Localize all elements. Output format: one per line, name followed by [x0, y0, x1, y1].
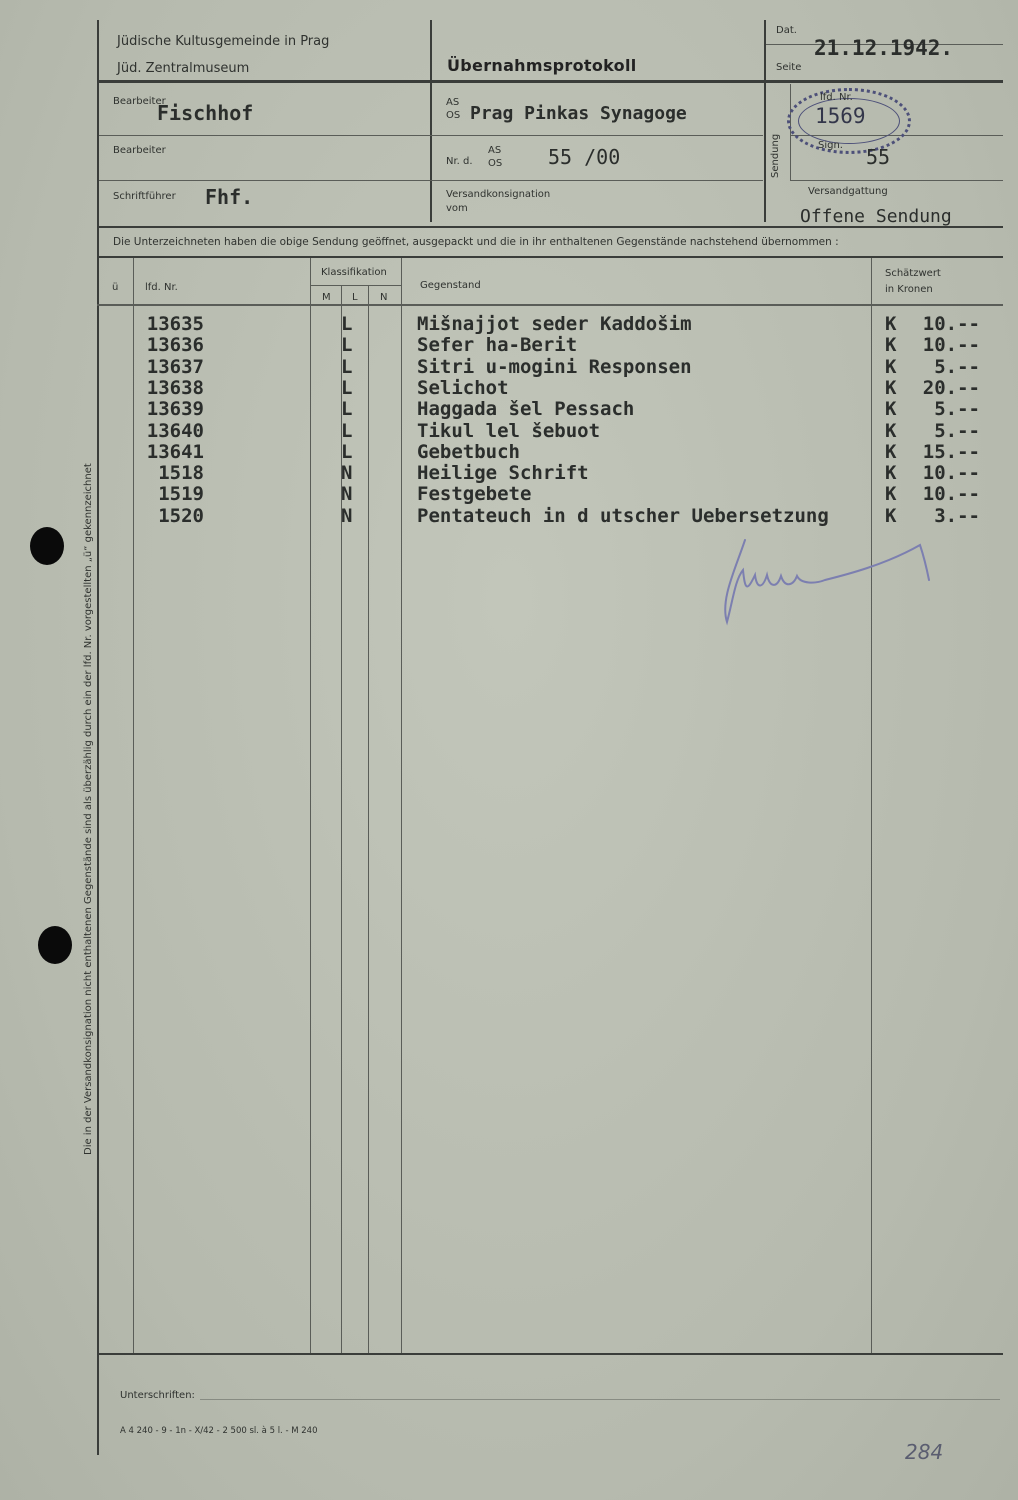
versandgattung-value: Offene Sendung: [800, 206, 952, 227]
os-label: OS: [446, 110, 461, 121]
row-lfd-nr: 13636: [146, 334, 204, 357]
nr-as-label: AS: [488, 145, 502, 156]
row-lfd-nr: 13638: [146, 376, 204, 399]
schriftfuehrer-label: Schriftführer: [113, 191, 176, 202]
col-wert-header-1: Schätzwert: [885, 268, 941, 279]
row-lfd-nr: 13637: [146, 355, 204, 378]
side-note: Die in der Versandkonsignation nicht enthaltenen Gegenstände sind als überzählig durch ein der lfd. Nr. vorgestellten „ü“ gekennzeichnet: [83, 463, 94, 1155]
header-divider-2: [764, 20, 766, 222]
row-lfd-nr: 1520: [158, 504, 204, 527]
header-divider-1: [430, 20, 432, 222]
nr-os-label: OS: [488, 158, 503, 169]
statement-text: Die Unterzeichneten haben die obige Sendung geöffnet, ausgepackt und die in ihr enthaltenen Gegenstände nachstehend übernommen :: [113, 236, 839, 248]
schriftfuehrer-value: Fhf.: [205, 185, 254, 209]
bearbeiter-value: Fischhof: [157, 101, 254, 125]
row-amount: 10.--: [922, 462, 980, 485]
col-klass-header: Klassifikation: [321, 267, 387, 278]
row-currency: K: [885, 440, 897, 463]
row-klassifikation: L: [341, 419, 353, 442]
left-border: [97, 20, 99, 1455]
row-lfd-nr: 13640: [146, 419, 204, 442]
row-currency: K: [885, 334, 897, 357]
row-currency: K: [885, 419, 897, 442]
row-gegenstand: Pentateuch in d utscher Uebersetzung: [417, 504, 829, 527]
row-klassifikation: L: [341, 313, 353, 335]
table-row: [0, 462, 1018, 483]
row-amount: 15.--: [922, 440, 980, 463]
as-label: AS: [446, 97, 460, 108]
table-header-rule: [97, 304, 1003, 306]
row-currency: K: [885, 483, 897, 506]
row-lfd-nr: 13641: [146, 440, 204, 463]
row-amount: 10.--: [922, 313, 980, 335]
table-bottom-rule: [97, 1353, 1003, 1355]
row-amount: 5.--: [934, 355, 980, 378]
page-label: Seite: [776, 62, 802, 73]
lfd-value: 1569: [815, 104, 866, 128]
row-gegenstand: Mišnajjot seder Kaddošim: [417, 313, 692, 335]
row-gegenstand: Sefer ha-Berit: [417, 334, 578, 357]
doc-title: Übernahmsprotokoll: [447, 56, 637, 75]
info-rule-4: [790, 180, 1003, 181]
row-gegenstand: Festgebete: [417, 483, 532, 506]
nr-label: Nr. d.: [446, 156, 473, 167]
row-klassifikation: N: [341, 504, 353, 527]
table-row: [0, 441, 1018, 462]
row-currency: K: [885, 376, 897, 399]
row-currency: K: [885, 504, 897, 527]
table-row: [0, 356, 1018, 377]
row-klassifikation: L: [341, 376, 353, 399]
row-amount: 10.--: [922, 334, 980, 357]
row-lfd-nr: 13635: [146, 313, 204, 335]
row-gegenstand: Heilige Schrift: [417, 462, 589, 485]
info-rule-1: [99, 135, 763, 136]
date-label: Dat.: [776, 25, 797, 36]
table-row: [0, 505, 1018, 526]
signature-dotted-line: [200, 1399, 1000, 1400]
col-lfd-header: lfd. Nr.: [145, 282, 178, 293]
print-code: A 4 240 - 9 - 1n - X/42 - 2 500 sl. à 5 l. - M 240: [120, 1426, 318, 1436]
org-line-1: Jüdische Kultusgemeinde in Prag: [117, 34, 330, 49]
row-lfd-nr: 1518: [158, 462, 204, 485]
statement-rule: [97, 256, 1003, 258]
row-amount: 3.--: [934, 504, 980, 527]
col-n-header: N: [380, 292, 388, 303]
col-m-header: M: [322, 292, 331, 303]
col-gegenstand-header: Gegenstand: [420, 280, 481, 291]
row-klassifikation: L: [341, 398, 353, 421]
table-row: [0, 377, 1018, 398]
vom-label: vom: [446, 203, 468, 214]
row-klassifikation: L: [341, 334, 353, 357]
nr-value: 55 /00: [548, 145, 621, 169]
row-amount: 5.--: [934, 419, 980, 442]
bearbeiter2-label: Bearbeiter: [113, 145, 166, 156]
lfd-label: lfd. Nr.: [820, 92, 853, 103]
row-klassifikation: L: [341, 355, 353, 378]
row-currency: K: [885, 313, 897, 335]
sendung-label: Sendung: [770, 133, 781, 178]
klass-sub-rule: [310, 285, 401, 286]
punch-hole-top: [30, 527, 64, 565]
table-row: [0, 313, 1018, 334]
row-amount: 10.--: [922, 483, 980, 506]
row-gegenstand: Tikul lel šebuot: [417, 419, 601, 442]
row-gegenstand: Selichot: [417, 376, 509, 399]
row-currency: K: [885, 355, 897, 378]
info-rule-2: [99, 180, 763, 181]
page-number: 284: [905, 1440, 944, 1464]
col-u-header: ü: [112, 282, 119, 293]
table-row: [0, 398, 1018, 419]
org-line-2: Jüd. Zentralmuseum: [117, 61, 250, 76]
col-wert-header-2: in Kronen: [885, 284, 933, 295]
row-gegenstand: Gebetbuch: [417, 440, 520, 463]
row-klassifikation: N: [341, 462, 353, 485]
row-gegenstand: Sitri u-mogini Responsen: [417, 355, 692, 378]
versandgattung-label: Versandgattung: [808, 186, 888, 197]
row-lfd-nr: 1519: [158, 483, 204, 506]
signatures-label: Unterschriften:: [120, 1390, 195, 1401]
pencil-signature: [715, 530, 945, 630]
row-gegenstand: Haggada šel Pessach: [417, 398, 635, 421]
header-bottom-rule: [97, 80, 1003, 83]
origin-value: Prag Pinkas Synagoge: [470, 103, 687, 124]
table-row: [0, 334, 1018, 355]
sign-label: Sign.: [818, 140, 843, 151]
versand-label: Versandkonsignation: [446, 189, 551, 200]
table-row: [0, 420, 1018, 441]
row-amount: 5.--: [934, 398, 980, 421]
row-klassifikation: N: [341, 483, 353, 506]
row-currency: K: [885, 462, 897, 485]
row-lfd-nr: 13639: [146, 398, 204, 421]
row-klassifikation: L: [341, 440, 353, 463]
date-value: 21.12.1942.: [814, 36, 954, 60]
col-l-header: L: [352, 292, 358, 303]
punch-hole-bottom: [38, 926, 72, 964]
sign-value: 55: [866, 145, 891, 169]
bearbeiter-label: Bearbeiter: [113, 96, 166, 107]
table-row: [0, 483, 1018, 504]
row-amount: 20.--: [922, 376, 980, 399]
row-currency: K: [885, 398, 897, 421]
